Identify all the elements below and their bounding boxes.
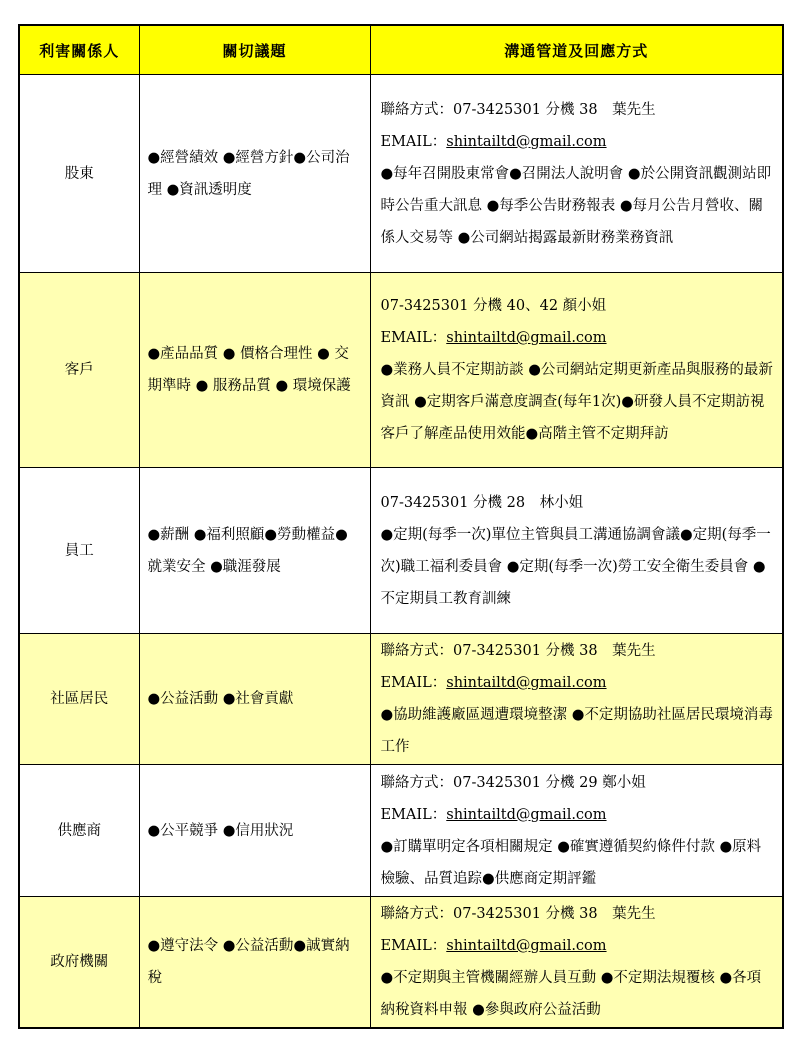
contact-info: 聯絡方式：07-3425301 分機 29 鄭小姐 (380, 774, 646, 791)
contact-info: 聯絡方式：07-3425301 分機 38 葉先生 (380, 643, 656, 659)
email-link[interactable]: shintailtd@gmail.com (446, 937, 607, 954)
table-row (19, 273, 783, 468)
email-label: EMAIL： (380, 675, 447, 691)
contact-info: 聯絡方式：07-3425301 分機 38 葉先生 (380, 905, 656, 922)
table-row (19, 468, 783, 634)
channels-cell (370, 468, 783, 634)
stakeholder-cell: 客戶 (19, 273, 139, 468)
channels-cell (370, 75, 783, 273)
email-label: EMAIL： (380, 330, 447, 346)
response-text: ●每年召開股東常會●召開法人說明會 ●於公開資訊觀測站即時公告重大訊息 ●每季公告財務報表 ●每月公告月營收、關係人交易等 ●公司網站揭露最新財務業務資訊 (380, 165, 772, 246)
email-line (381, 799, 775, 831)
email-link[interactable]: shintailtd@gmail.com (446, 806, 607, 823)
contact-info: 07-3425301 分機 28 林小姐 (380, 494, 584, 511)
email-line (381, 930, 775, 962)
email-label: EMAIL： (380, 133, 447, 150)
email-link[interactable]: shintailtd@gmail.com (446, 133, 607, 150)
response-text: ●訂購單明定各項相關規定 ●確實遵循契約條件付款 ●原料檢驗、品質追踪●供應商定期評鑑 (380, 838, 762, 887)
email-link[interactable]: shintailtd@gmail.com (446, 675, 607, 691)
channels-cell (370, 273, 783, 468)
channels-cell (370, 765, 783, 897)
stakeholder-cell: 政府機關 (19, 897, 139, 1028)
contact-info: 聯絡方式：07-3425301 分機 38 葉先生 (380, 101, 656, 118)
concerns-cell: ●遵守法令 ●公益活動●誠實納稅 (139, 897, 370, 1028)
email-label: EMAIL： (380, 806, 447, 823)
response-text: ●不定期與主管機關經辦人員互動 ●不定期法規覆核 ●各項納稅資料申報 ●參與政府公益活動 (380, 969, 762, 1018)
header-row (19, 25, 783, 75)
header-concerns: 關切議題 (139, 25, 370, 75)
concerns-cell: ●薪酬 ●福利照顧●勞動權益●就業安全 ●職涯發展 (139, 468, 370, 634)
table-row (19, 75, 783, 273)
stakeholder-cell: 供應商 (19, 765, 139, 897)
stakeholder-table (18, 24, 784, 1029)
concerns-cell: ●產品品質 ● 價格合理性 ● 交期準時 ● 服務品質 ● 環境保護 (139, 273, 370, 468)
channels-cell (370, 897, 783, 1028)
email-line (381, 667, 775, 699)
header-stakeholder: 利害關係人 (19, 25, 139, 75)
contact-info: 07-3425301 分機 40、42 顏小姐 (380, 298, 607, 314)
email-label: EMAIL： (380, 937, 447, 954)
response-text: ●業務人員不定期訪談 ●公司網站定期更新產品與服務的最新資訊 ●定期客戶滿意度調查(每年1次)●研發人員不定期訪視客戶了解產品使用效能●高階主管不定期拜訪 (380, 362, 773, 442)
email-line (381, 126, 775, 158)
table-row (19, 765, 783, 897)
stakeholder-cell: 社區居民 (19, 634, 139, 765)
stakeholder-cell: 員工 (19, 468, 139, 634)
header-channels: 溝通管道及回應方式 (370, 25, 783, 75)
email-link[interactable]: shintailtd@gmail.com (446, 330, 607, 346)
concerns-cell: ●公益活動 ●社會貢獻 (139, 634, 370, 765)
stakeholder-cell: 股東 (19, 75, 139, 273)
email-line (381, 322, 775, 354)
channels-cell (370, 634, 783, 765)
table-row (19, 897, 783, 1028)
response-text: ●定期(每季一次)單位主管與員工溝通協調會議●定期(每季一次)職工福利委員會 ●定期(每季一次)勞工安全衛生委員會 ●不定期員工教育訓練 (380, 526, 771, 607)
table-row (19, 634, 783, 765)
response-text: ●協助維護廠區週遭環境整潔 ●不定期協助社區居民環境消毒工作 (380, 707, 773, 755)
concerns-cell: ●公平競爭 ●信用狀況 (139, 765, 370, 897)
concerns-cell: ●經營績效 ●經營方針●公司治理 ●資訊透明度 (139, 75, 370, 273)
